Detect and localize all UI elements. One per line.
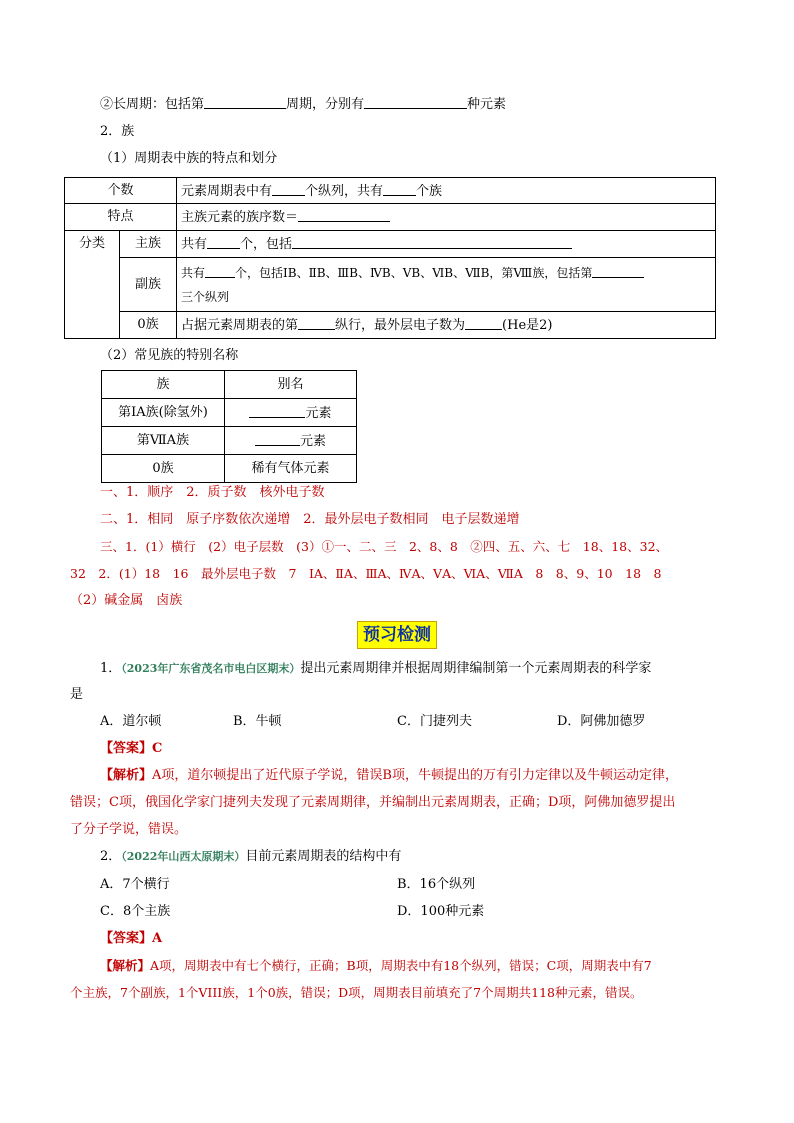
question-source: （2023年广东省茂名市电白区期末） [121,662,301,675]
analysis-line: 个主族，7个副族，1个VIII族，1个0族，错误；D项，周期表目前填充了7个周期共118种元素，错误。 [70,985,643,1000]
table-cell: 第ⅠA族(除氢外) [102,399,225,427]
answer-line: （2）碱金属 卤族 [70,593,183,608]
analysis-line: 【解析】A项，周期表中有七个横行，正确；B项，周期表中有18个纵列，错误；C项，周期表中有7 [100,958,652,973]
table-cell: 主族元素的族序数＝ [177,204,716,231]
long-period-line: ②长周期：包括第 周期，分别有 种元素 [100,97,507,112]
table-cell: 元素 [225,427,357,455]
option-b: B．牛顿 [233,714,282,729]
group-features-table [64,177,716,339]
sub-heading: （1）周期表中族的特点和划分 [100,151,278,166]
blank [364,95,467,109]
table-cell: 占据元素周期表的第 纵行，最外层电子数为 (He是2) [177,312,716,339]
sub-label: 主族 [120,231,177,258]
blank [204,95,286,109]
section-heading: 2．族 [100,124,135,139]
table-cell: 共有 个，包括ⅠB、ⅡB、ⅢB、ⅣB、ⅤB、ⅥB、ⅦB，第Ⅷ族，包括第 三个纵列 [177,258,716,312]
table-cell: 共有 个，包括 [177,231,716,258]
option-c: C．8个主族 [100,904,171,919]
section-banner: 预习检测 [357,621,437,649]
question-2-stem: 2．（2022年山西太原期末）目前元素周期表的结构中有 [100,849,402,864]
table-cell: 稀有气体元素 [225,455,357,483]
analysis-line: 【解析】A项，道尔顿提出了近代原子学说，错误B项，牛顿提出的万有引力定律以及牛顿运动定律， [100,768,678,783]
analysis-line: 错误；C项，俄国化学家门捷列夫发现了元素周期律，并编制出元素周期表，正确；D项，阿佛加德罗提出 [70,795,676,810]
analysis-line: 了分子学说，错误。 [70,822,188,837]
option-a: A．道尔顿 [100,714,162,729]
option-d: D．100种元素 [397,904,485,919]
row-label: 分类 [65,231,120,339]
table-cell: 0族 [102,455,225,483]
answer-label: 【答案】A [100,931,163,946]
row-label: 个数 [65,178,177,204]
question-1-stem-cont: 是 [70,687,84,702]
sub-label: 0族 [120,312,177,339]
group-names-table [101,370,357,483]
sub-label: 副族 [120,258,177,312]
table-cell: 元素周期表中有 个纵列，共有 个族 [177,178,716,204]
question-source: （2022年山西太原期末） [121,850,246,863]
row-label: 特点 [65,204,177,231]
table-cell: 元素 [225,399,357,427]
header-cell: 族 [102,371,225,399]
answer-line: 二、1．相同 原子序数依次递增 2．最外层电子数相同 电子层数递增 [100,512,520,527]
answer-line: 三、1．(1）横行 (2）电子层数 (3）①一、二、三 2、8、8 ②四、五、六、七 18、18、32、 [100,539,669,554]
option-b: B．16个纵列 [397,877,476,892]
answer-line: 一、1．顺序 2．质子数 核外电子数 [100,485,325,500]
option-c: C．门捷列夫 [397,714,472,729]
table-cell: 第ⅦA族 [102,427,225,455]
option-d: D．阿佛加德罗 [557,714,646,729]
answer-line: 32 2．(1）18 16 最外层电子数 7 ⅠA、ⅡA、ⅢA、ⅣA、ⅤA、ⅥA、ⅦA 8 8、9、10 18 8 [70,566,662,581]
header-cell: 别名 [225,371,357,399]
question-1-stem: 1．（2023年广东省茂名市电白区期末）提出元素周期律并根据周期律编制第一个元素周期表的科学家 [100,661,652,676]
answer-label: 【答案】C [100,741,163,756]
option-a: A．7个横行 [100,877,170,892]
sub-heading: （2）常见族的特别名称 [100,348,239,363]
